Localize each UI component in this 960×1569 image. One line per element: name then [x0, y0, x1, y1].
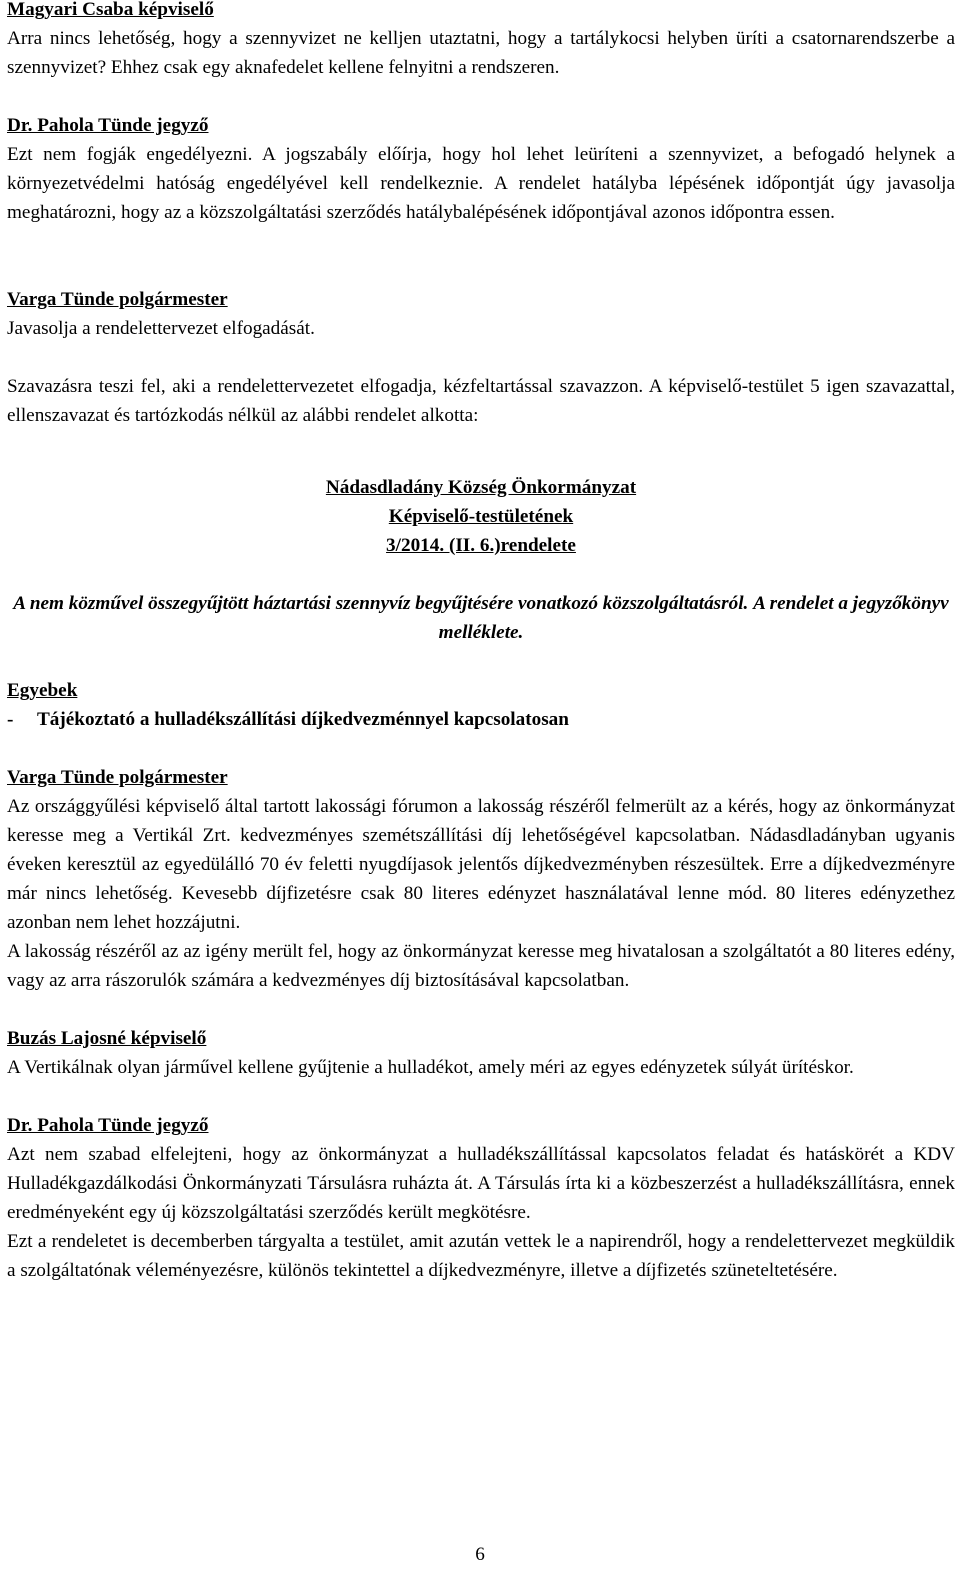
section-heading: Egyebek: [7, 680, 78, 701]
decree-body: Képviselő-testületének: [388, 506, 574, 527]
decree-subject-text: A nem közművel összegyűjtött háztartási szennyvíz begyűjtésére vonatkozó közszolgáltatásról.: [13, 593, 749, 614]
decree-subject: [7, 589, 955, 647]
page-number: 6: [475, 1544, 485, 1565]
speaker-name: Dr. Pahola Tünde jegyző: [7, 115, 209, 136]
speech-text: Arra nincs lehetőség, hogy a szennyvizet ne kelljen utaztatni, hogy a tartálykocsi helyben üríti a csatornarendszerbe a szennyvizet? Ehhez csak egy aknafedelet kellene felnyitni a rendszeren.: [7, 28, 955, 78]
vote-text: Szavazásra teszi fel, aki a rendelettervezetet elfogadja, kézfeltartással szavazzon. A képviselő-testület 5 igen szavazattal, ellenszavazat és tartózkodás nélkül az alábbi rendelet alkotta:: [7, 376, 955, 426]
decree-title: [7, 473, 955, 560]
speech-text: Ezt a rendeletet is decemberben tárgyalta a testület, amit azután vettek le a napirendről, hogy a rendelettervezet megküldik a szolgáltatónak véleményezésre, különös tekintettel a díjkedvezményre, illetve a díjfizetés szüneteltetésére.: [7, 1231, 955, 1281]
list-dash: -: [7, 709, 14, 730]
speech-text: Azt nem szabad elfelejteni, hogy az önkormányzat a hulladékszállítással kapcsolatos feladat és hatáskörét a KDV Hulladékgazdálkodási Önkormányzati Társulásra ruházta át. A Társulás írta ki a közbeszerzést a hulladékszállításra, ennek eredményeként egy új közszolgáltatási szerződés került megkötésre.: [7, 1144, 955, 1223]
speech-text: Az országgyűlési képviselő által tartott lakossági fórumon a lakosság részéről felmerült az a kérés, hogy az önkormányzat keresse meg a Vertikál Zrt. kedvezményes szemétszállítási díj lehetőségével kapcsolatban. Nádasdladányban ugyanis éveken keresztül az egyedülálló 70 év feletti nyugdíjasok jelentős díjkedvezményben részesültek. Erre a díjkedvezményre már nincs lehetőség. Kevesebb díjfizetésre csak 80 literes edényzet használatával lenne mód. 80 literes edényzethez azonban nem lehet hozzájutni.: [7, 796, 955, 933]
decree-authority: Nádasdladány Község Önkormányzat: [325, 477, 637, 498]
speech-text: Ezt nem fogják engedélyezni. A jogszabály előírja, hogy hol lehet leüríteni a szennyvizet, a befogadó helynek a környezetvédelmi hatóság engedélyével kell rendelkeznie. A rendelet hatályba lépésének időpontját úgy javasolja meghatározni, hogy az a közszolgáltatási szerződés hatálybalépésének időpontjával azonos időpontra essen.: [7, 144, 955, 223]
speaker-name: Magyari Csaba képviselő: [7, 0, 214, 20]
speaker-name: Varga Tünde polgármester: [7, 289, 228, 310]
speech-text: A lakosság részéről az az igény merült fel, hogy az önkormányzat keresse meg hivatalosan a szolgáltatót a 80 literes edény, vagy az arra rászorulók számára a kedvezményes díj biztosításával kapcsolatban.: [7, 941, 955, 991]
agenda-item-title: Tájékoztató a hulladékszállítási díjkedvezménnyel kapcsolatosan: [37, 709, 569, 730]
speaker-name: Varga Tünde polgármester: [7, 767, 228, 788]
document-page: [7, 0, 955, 1285]
agenda-item: [7, 705, 955, 734]
decree-annex-text: A rendelet a jegyzőkönyv melléklete.: [438, 593, 949, 643]
speech-text: A Vertikálnak olyan járművel kellene gyűjtenie a hulladékot, amely méri az egyes edényzetek súlyát ürítéskor.: [7, 1057, 854, 1078]
speaker-name: Buzás Lajosné képviselő: [7, 1028, 207, 1049]
decree-number: 3/2014. (II. 6.)rendelete: [386, 535, 576, 556]
speech-text: Javasolja a rendelettervezet elfogadását.: [7, 318, 315, 339]
speaker-name: Dr. Pahola Tünde jegyző: [7, 1115, 209, 1136]
